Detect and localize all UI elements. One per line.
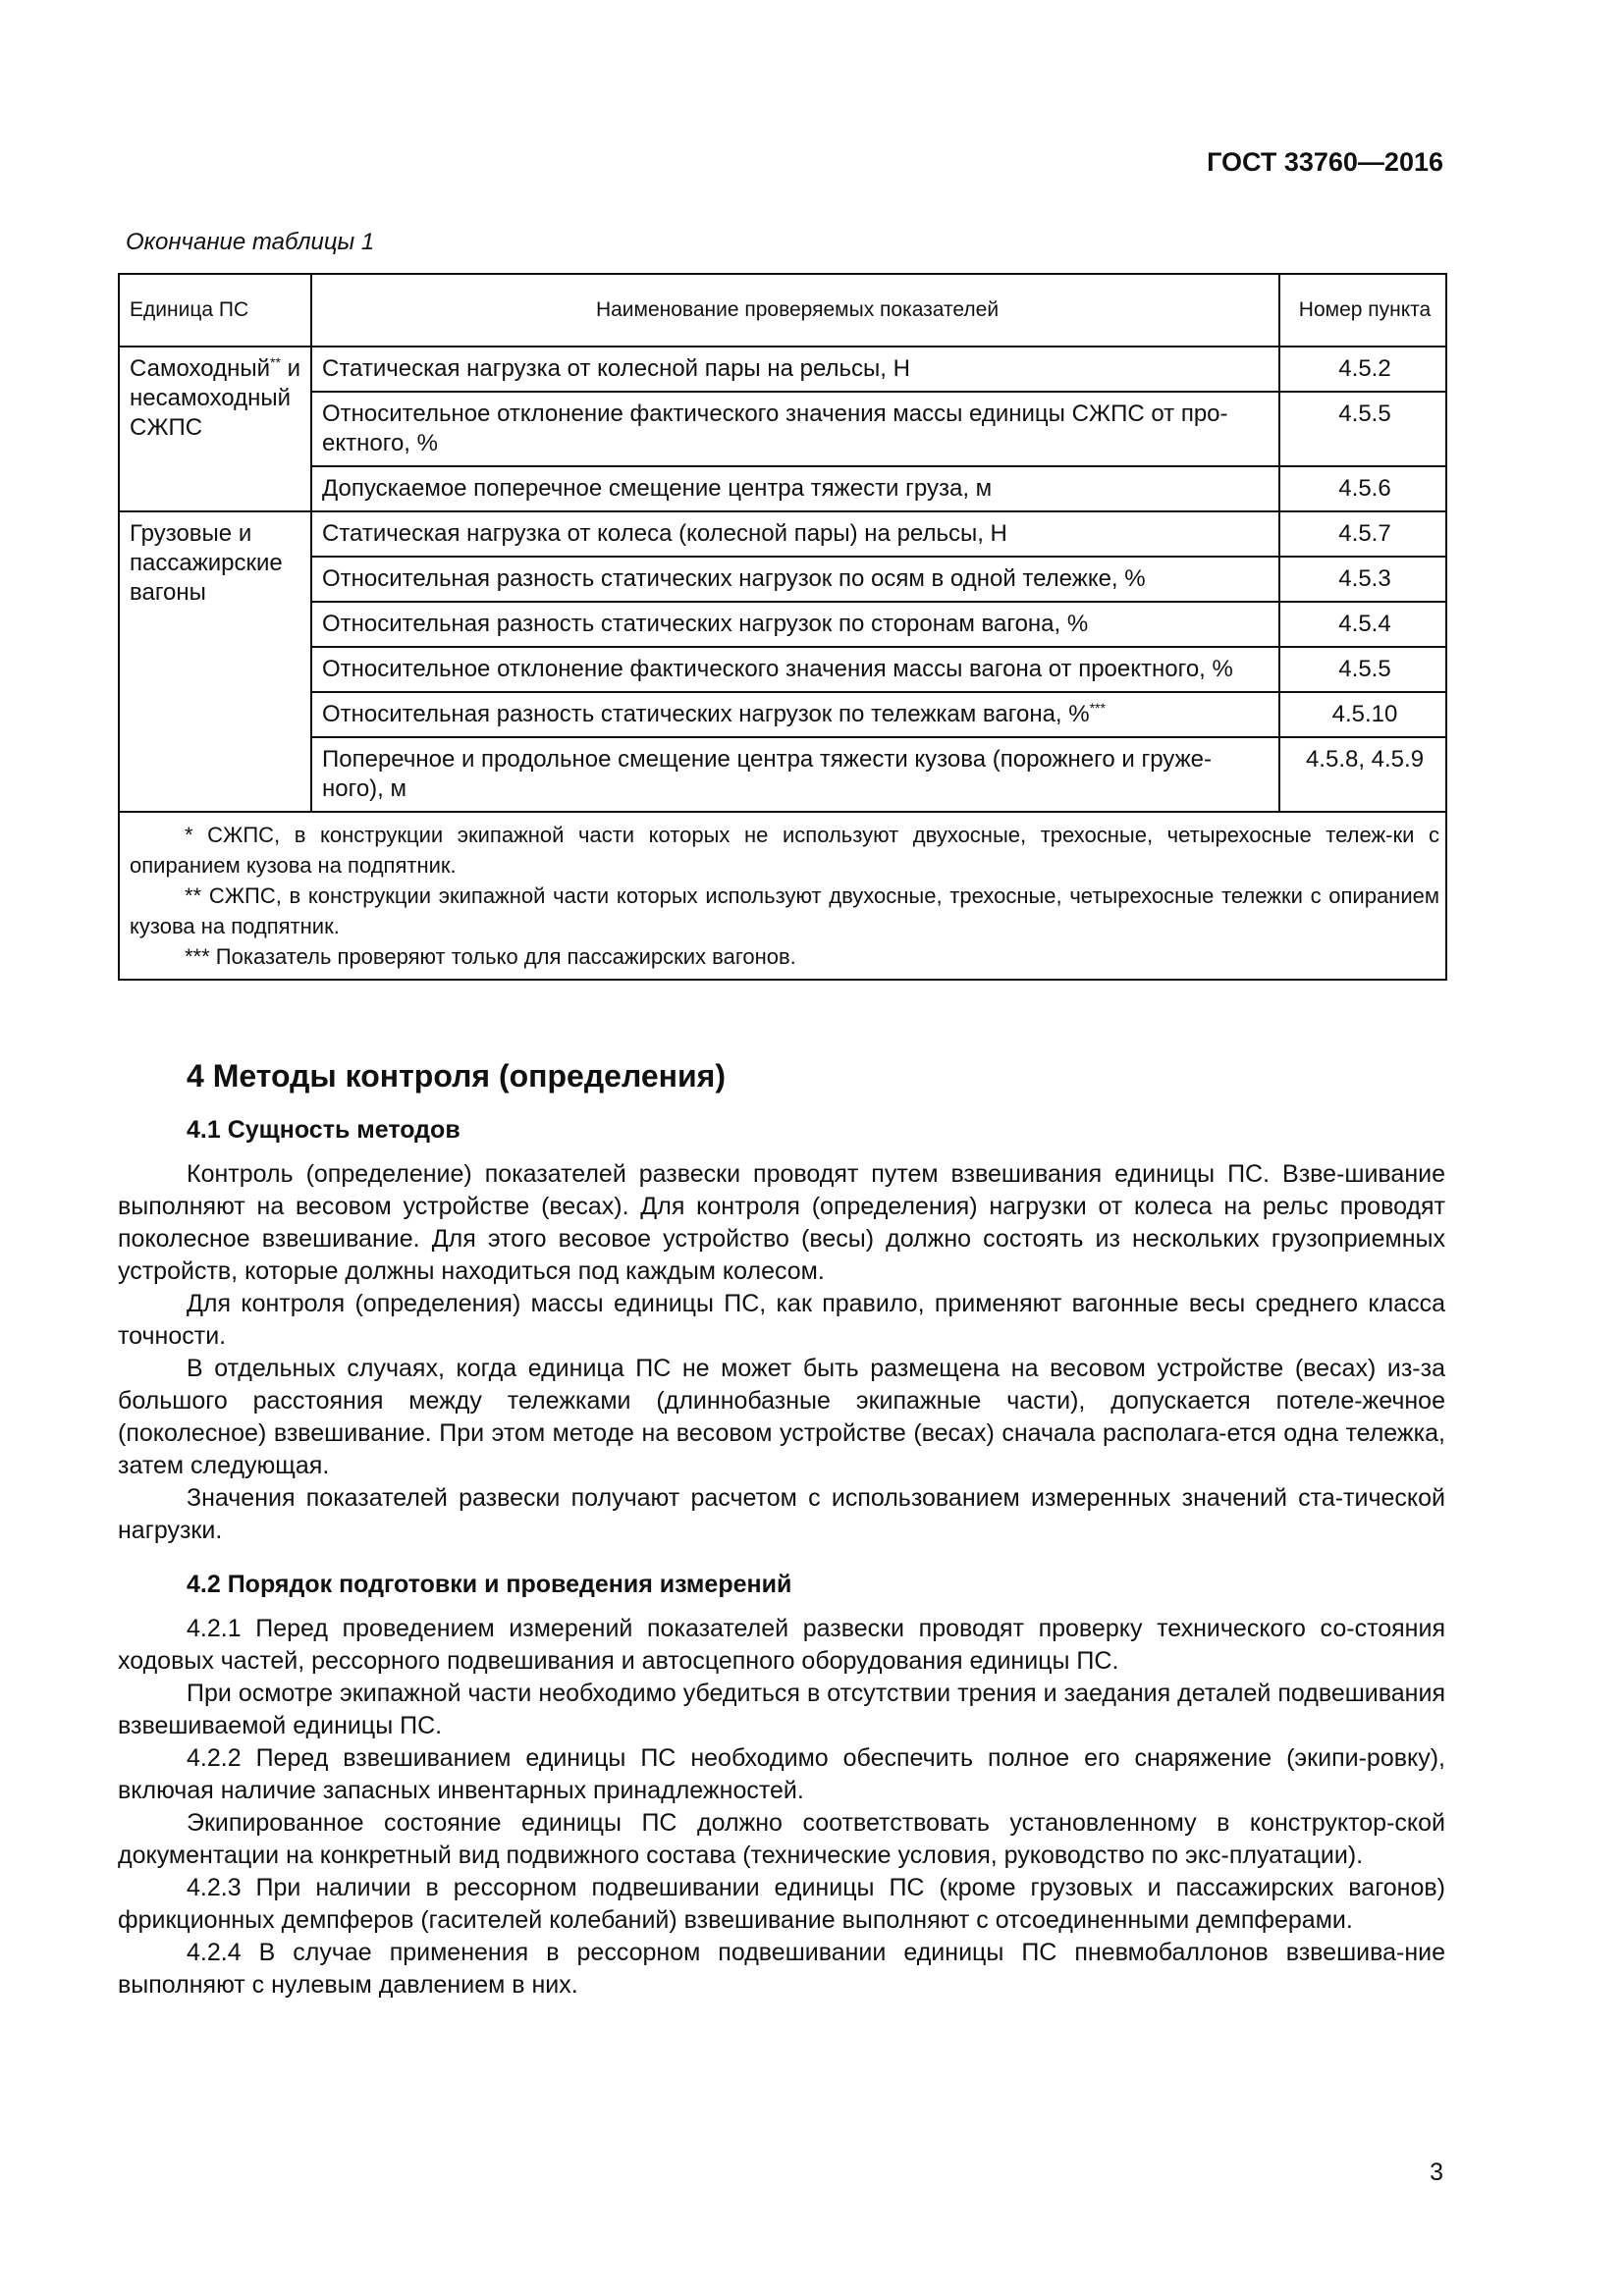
indicator-cell: Относительная разность статических нагрузок по осям в одной тележке, % [311,557,1279,602]
paragraph: Для контроля (определения) массы единицы ПС, как правило, применяют вагонные весы среднего класса точности. [118,1290,1445,1350]
paragraph: 4.2.1 Перед проведением измерений показателей развески проводят проверку технического со-стояния ходовых частей, рессорного подвешивания и автосцепного оборудования единицы ПС. [118,1615,1445,1675]
subsection-title: 4.2 Порядок подготовки и проведения измерений [187,1571,792,1598]
paragraph: При осмотре экипажной части необходимо убедиться в отсутствии трения и заедания деталей подвешивания взвешиваемой единицы ПС. [118,1680,1445,1739]
table-note: *** Показатель проверяют только для пассажирских вагонов. [185,944,796,969]
table-notes-row [119,812,1446,980]
indicator-cell: Относительная разность статических нагрузок по сторонам вагона, % [311,602,1279,647]
indicator-cell: Допускаемое поперечное смещение центра тяжести груза, м [311,466,1279,511]
table-row [119,466,1446,511]
table-row [119,692,1446,737]
section-title: 4 Методы контроля (определения) [187,1058,726,1094]
table-row [119,511,1446,557]
paragraph: Экипированное состояние единицы ПС должно соответствовать установленному в конструктор-ской документации на конкретный вид подвижного состава (технические условия, руководство по экс-плуатации). [118,1809,1445,1869]
table-row [119,557,1446,602]
clause-cell: 4.5.5 [1279,647,1446,692]
unit-cell-sjps: Самоходный** и несамоходный СЖПС [119,347,311,511]
indicator-cell: Относительное отклонение фактического значения массы единицы СЖПС от про-ектного, % [311,392,1279,466]
table-note: * СЖПС, в конструкции экипажной части которых не используют двухосные, трехосные, четырехосные тележ-ки с опиранием кузова на подпятник. [130,823,1439,878]
table-notes [119,812,1446,980]
column-header-unit: Единица ПС [119,274,311,347]
spacer [118,1547,1445,1569]
column-header-indicator: Наименование проверяемых показателей [311,274,1279,347]
clause-cell: 4.5.10 [1279,692,1446,737]
table-row [119,647,1446,692]
clause-cell: 4.5.3 [1279,557,1446,602]
paragraph: 4.2.2 Перед взвешиванием единицы ПС необходимо обеспечить полное его снаряжение (экипи-ровку), включая наличие запасных инвентарных принадлежностей. [118,1744,1445,1804]
unit-cell-wagons: Грузовые и пассажирские вагоны [119,511,311,812]
column-header-clause: Номер пункта [1279,274,1446,347]
indicator-cell: Статическая нагрузка от колеса (колесной пары) на рельсы, Н [311,511,1279,557]
clause-cell: 4.5.4 [1279,602,1446,647]
clause-cell: 4.5.5 [1279,392,1446,466]
paragraph: Контроль (определение) показателей развески проводят путем взвешивания единицы ПС. Взве-шивание выполняют на весовом устройстве (весах). Для контроля (определения) нагрузки от колеса на рельс проводят поколесное взвешивание. Для этого весовое устройство (весы) должно состоять из нескольких грузоприемных устройств, которые должны находиться под каждым колесом. [118,1160,1445,1285]
paragraph: В отдельных случаях, когда единица ПС не может быть размещена на весовом устройстве (весах) из-за большого расстояния между тележками (длиннобазные экипажные части), допускается потеле-жечное (поколесное) взвешивание. При этом методе на весовом устройстве (весах) сначала располага-ется одна тележка, затем следующая. [118,1355,1445,1479]
table-row [119,392,1446,466]
paragraph: 4.2.3 При наличии в рессорном подвешивании единицы ПС (кроме грузовых и пассажирских вагонов) фрикционных демпферов (гасителей колебаний) взвешивание выполняют с отсоединенными демпферами. [118,1874,1445,1934]
section-content [118,1060,1445,2002]
table-row [119,602,1446,647]
clause-cell: 4.5.7 [1279,511,1446,557]
paragraph: Значения показателей развески получают расчетом с использованием измеренных значений ста-тической нагрузки. [118,1484,1445,1544]
clause-cell: 4.5.8, 4.5.9 [1279,737,1446,812]
inspection-table [118,273,1447,981]
table-header-row [119,274,1446,347]
indicator-cell: Поперечное и продольное смещение центра тяжести кузова (порожнего и груже-ного), м [311,737,1279,812]
table-caption: Окончание таблицы 1 [126,229,375,255]
subsection-title: 4.1 Сущность методов [187,1116,460,1144]
document-id: ГОСТ 33760—2016 [1207,147,1443,177]
indicator-cell: Статическая нагрузка от колесной пары на рельсы, Н [311,347,1279,392]
page-number: 3 [1430,2159,1443,2186]
table-note: ** СЖПС, в конструкции экипажной части которых используют двухосные, трехосные, четырехосные тележки с опиранием кузова на подпятник. [130,883,1439,938]
table-row [119,347,1446,392]
indicator-cell: Относительная разность статических нагрузок по тележкам вагона, %*** [311,692,1279,737]
clause-cell: 4.5.6 [1279,466,1446,511]
indicator-cell: Относительное отклонение фактического значения массы вагона от проектного, % [311,647,1279,692]
paragraph: 4.2.4 В случае применения в рессорном подвешивании единицы ПС пневмобаллонов взвешива-ние выполняют с нулевым давлением в них. [118,1939,1445,1999]
table-row [119,737,1446,812]
clause-cell: 4.5.2 [1279,347,1446,392]
